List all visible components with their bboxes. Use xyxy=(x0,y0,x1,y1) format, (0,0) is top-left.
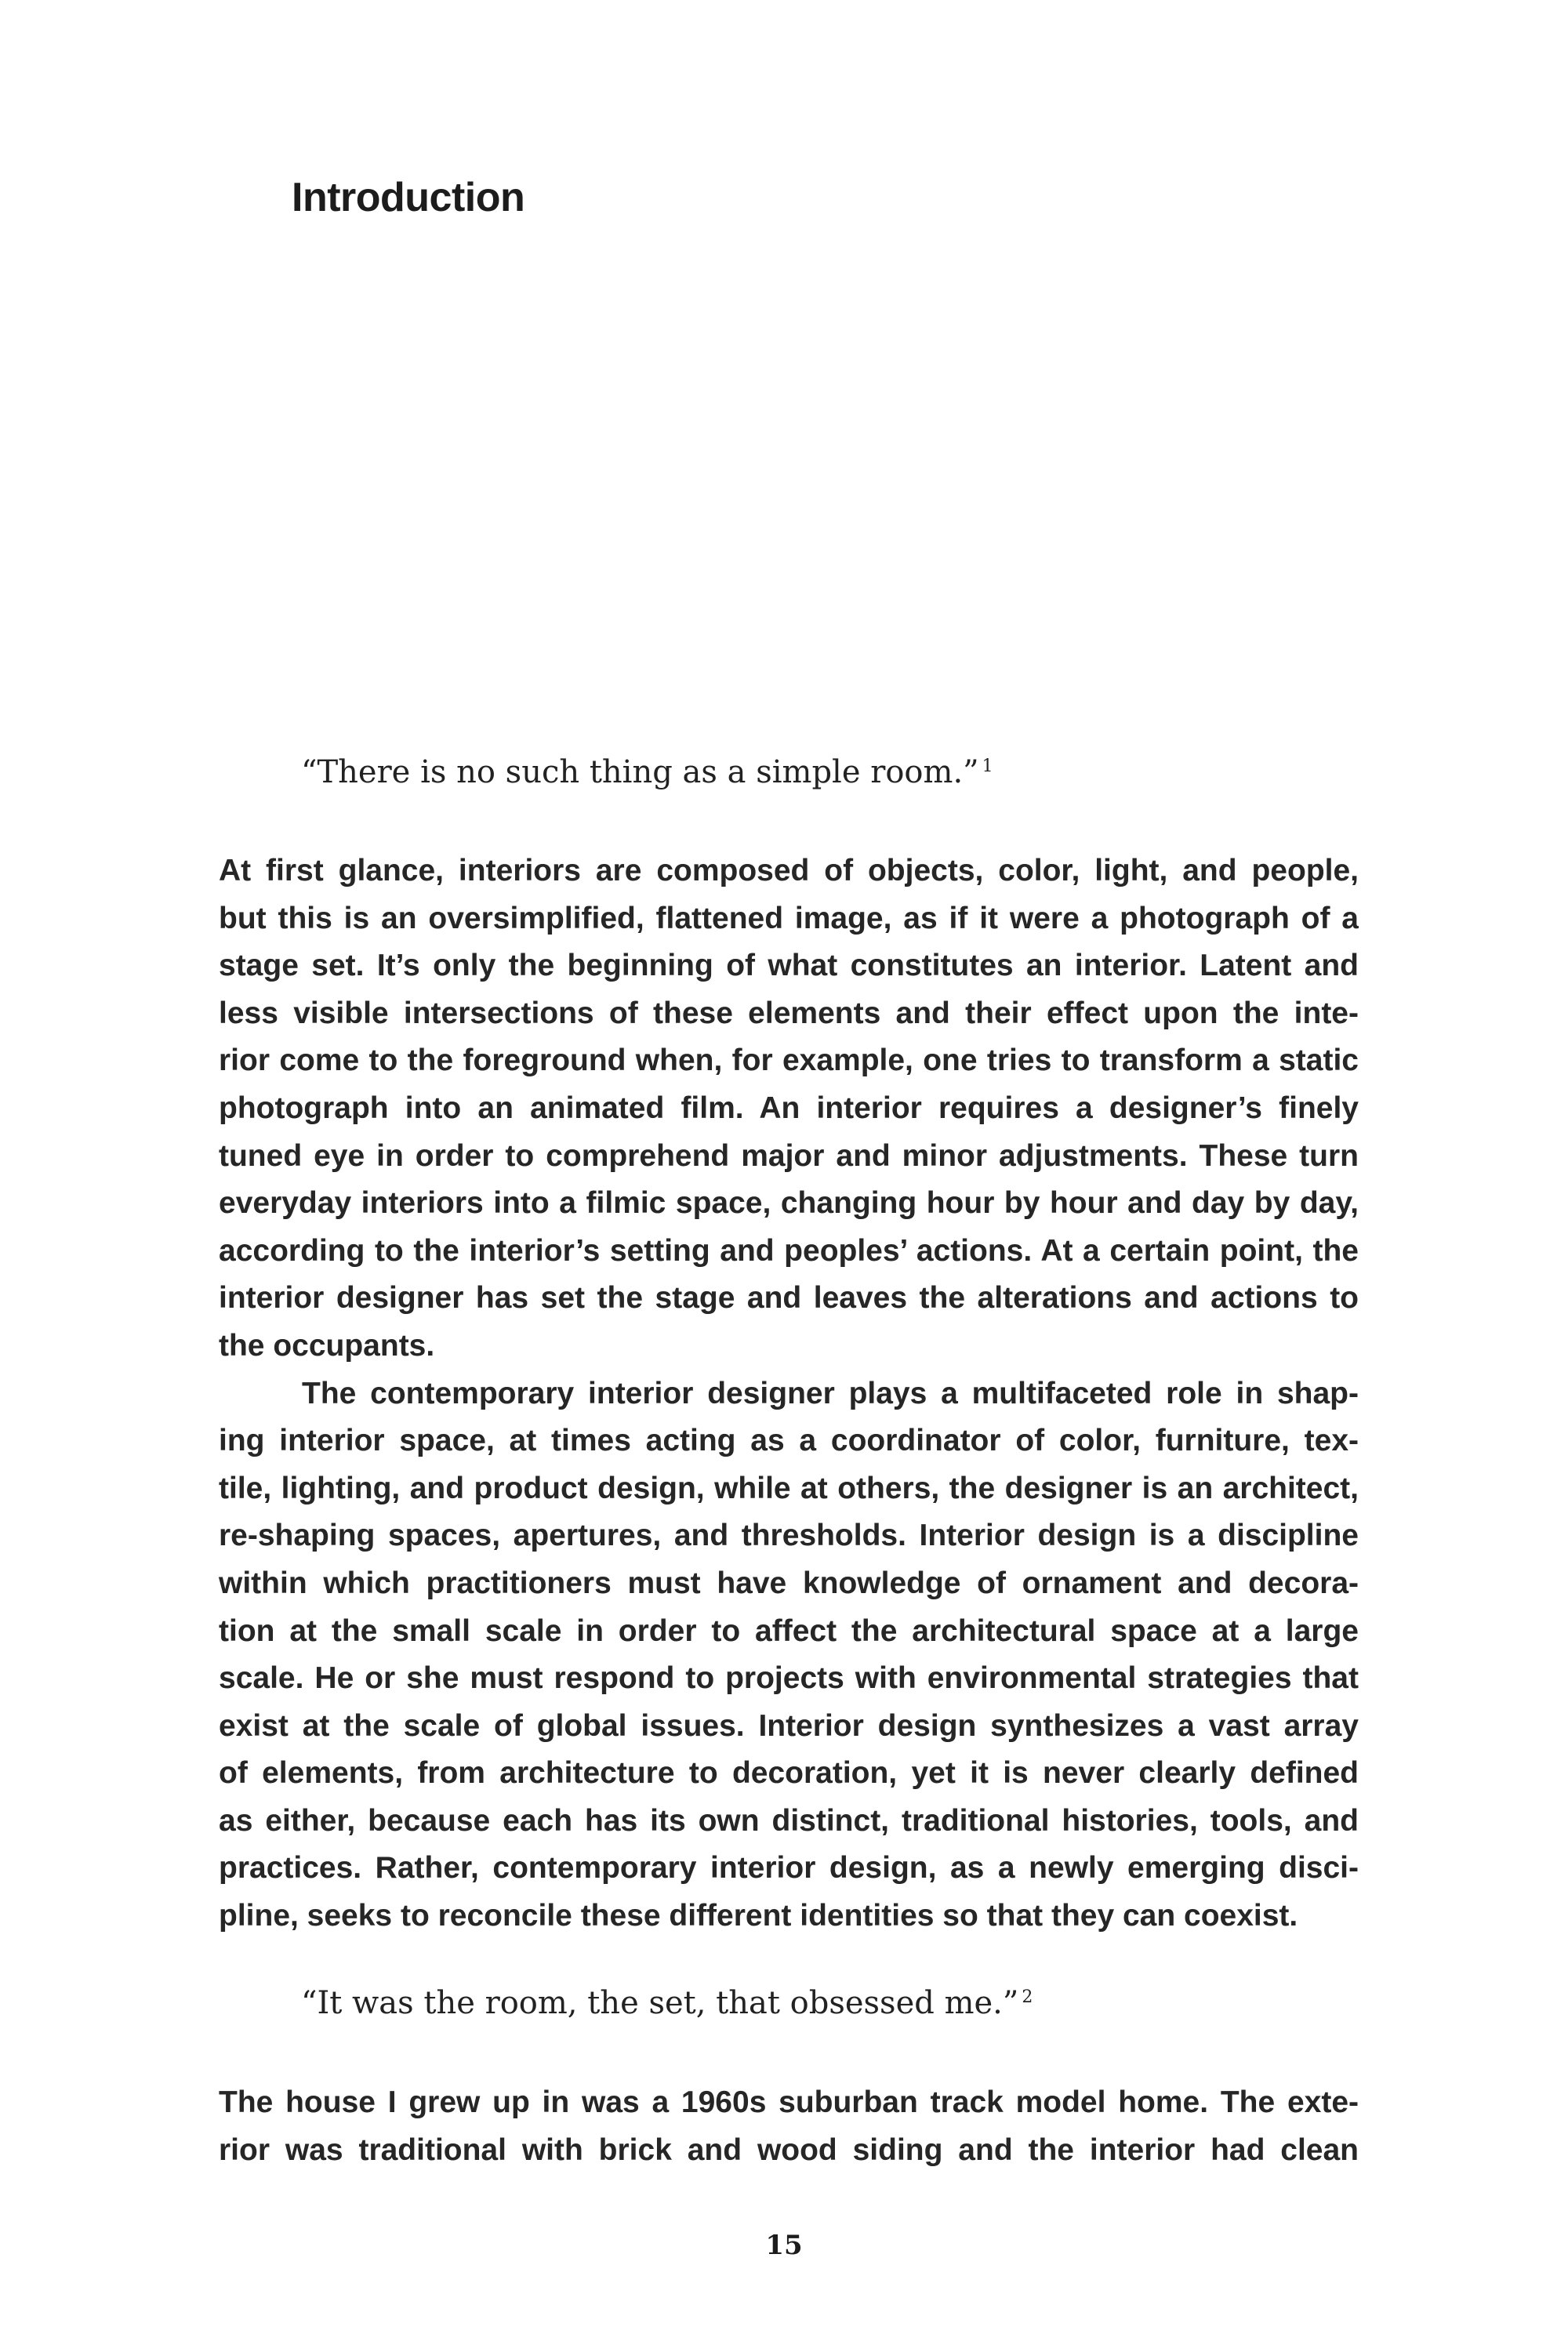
text-line: At first glance, interiors are composed of objects, color, light, and people, xyxy=(219,854,1359,887)
text-line: practices. Rather, contemporary interior design, as a newly emerging disci- xyxy=(219,1851,1359,1886)
epigraph-text: “There is no such thing as a simple room.” xyxy=(301,754,979,790)
epigraph-text: “It was the room, the set, that obsessed me.” xyxy=(301,1985,1019,2021)
body-text-block xyxy=(219,848,1359,1940)
text-line: The contemporary interior designer plays a multifaceted role in shap- xyxy=(302,1376,1359,1410)
text-line: but this is an oversimplified, flattened image, as if it were a photograph of a xyxy=(219,901,1359,935)
text-line: pline, seeks to reconcile these different identities so that they can coexist. xyxy=(219,1899,1298,1933)
text-line: the occupants. xyxy=(219,1328,435,1363)
text-line: photograph into an animated film. An interior requires a designer’s finely xyxy=(219,1091,1359,1125)
footnote-marker: 1 xyxy=(982,757,993,776)
text-line: rior was traditional with brick and wood siding and the interior had clean xyxy=(219,2132,1359,2167)
paragraph xyxy=(219,848,1359,1370)
text-line: scale. He or she must respond to projects with environmental strategies that xyxy=(219,1661,1359,1696)
text-line: everyday interiors into a filmic space, changing hour by hour and day by day, xyxy=(219,1186,1359,1221)
footnote-marker: 2 xyxy=(1022,1987,1033,2007)
paragraph xyxy=(219,1370,1359,1940)
text-line: tion at the small scale in order to affect the architectural space at a large xyxy=(219,1613,1359,1648)
text-line: re-shaping spaces, apertures, and thresholds. Interior design is a discipline xyxy=(219,1519,1359,1553)
text-line: of elements, from architecture to decoration, yet it is never clearly defined xyxy=(219,1756,1359,1791)
epigraph-quote xyxy=(301,754,1399,790)
text-line: interior designer has set the stage and leaves the alterations and actions to xyxy=(219,1281,1359,1316)
text-line: less visible intersections of these elements and their effect upon the inte- xyxy=(219,996,1359,1030)
epigraph-quote xyxy=(301,1985,1399,2021)
chapter-title: Introduction xyxy=(292,175,525,220)
text-line: exist at the scale of global issues. Interior design synthesizes a vast array xyxy=(219,1708,1359,1743)
text-line: tile, lighting, and product design, while at others, the designer is an architect, xyxy=(219,1471,1359,1505)
text-line: ing interior space, at times acting as a coordinator of color, furniture, tex- xyxy=(219,1424,1359,1458)
text-line: stage set. It’s only the beginning of what constitutes an interior. Latent and xyxy=(219,949,1359,983)
text-line: within which practitioners must have knowledge of ornament and decora- xyxy=(219,1566,1359,1600)
text-line: rior come to the foreground when, for example, one tries to transform a static xyxy=(219,1044,1359,1078)
text-line: tuned eye in order to comprehend major and minor adjustments. These turn xyxy=(219,1138,1359,1173)
paragraph xyxy=(219,2079,1359,2174)
text-line: The house I grew up in was a 1960s suburban track model home. The exte- xyxy=(219,2085,1359,2119)
text-line: as either, because each has its own distinct, traditional histories, tools, and xyxy=(219,1803,1359,1838)
page-number: 15 xyxy=(765,2230,803,2261)
body-text-block xyxy=(219,2079,1359,2174)
text-line: according to the interior’s setting and peoples’ actions. At a certain point, the xyxy=(219,1233,1359,1268)
